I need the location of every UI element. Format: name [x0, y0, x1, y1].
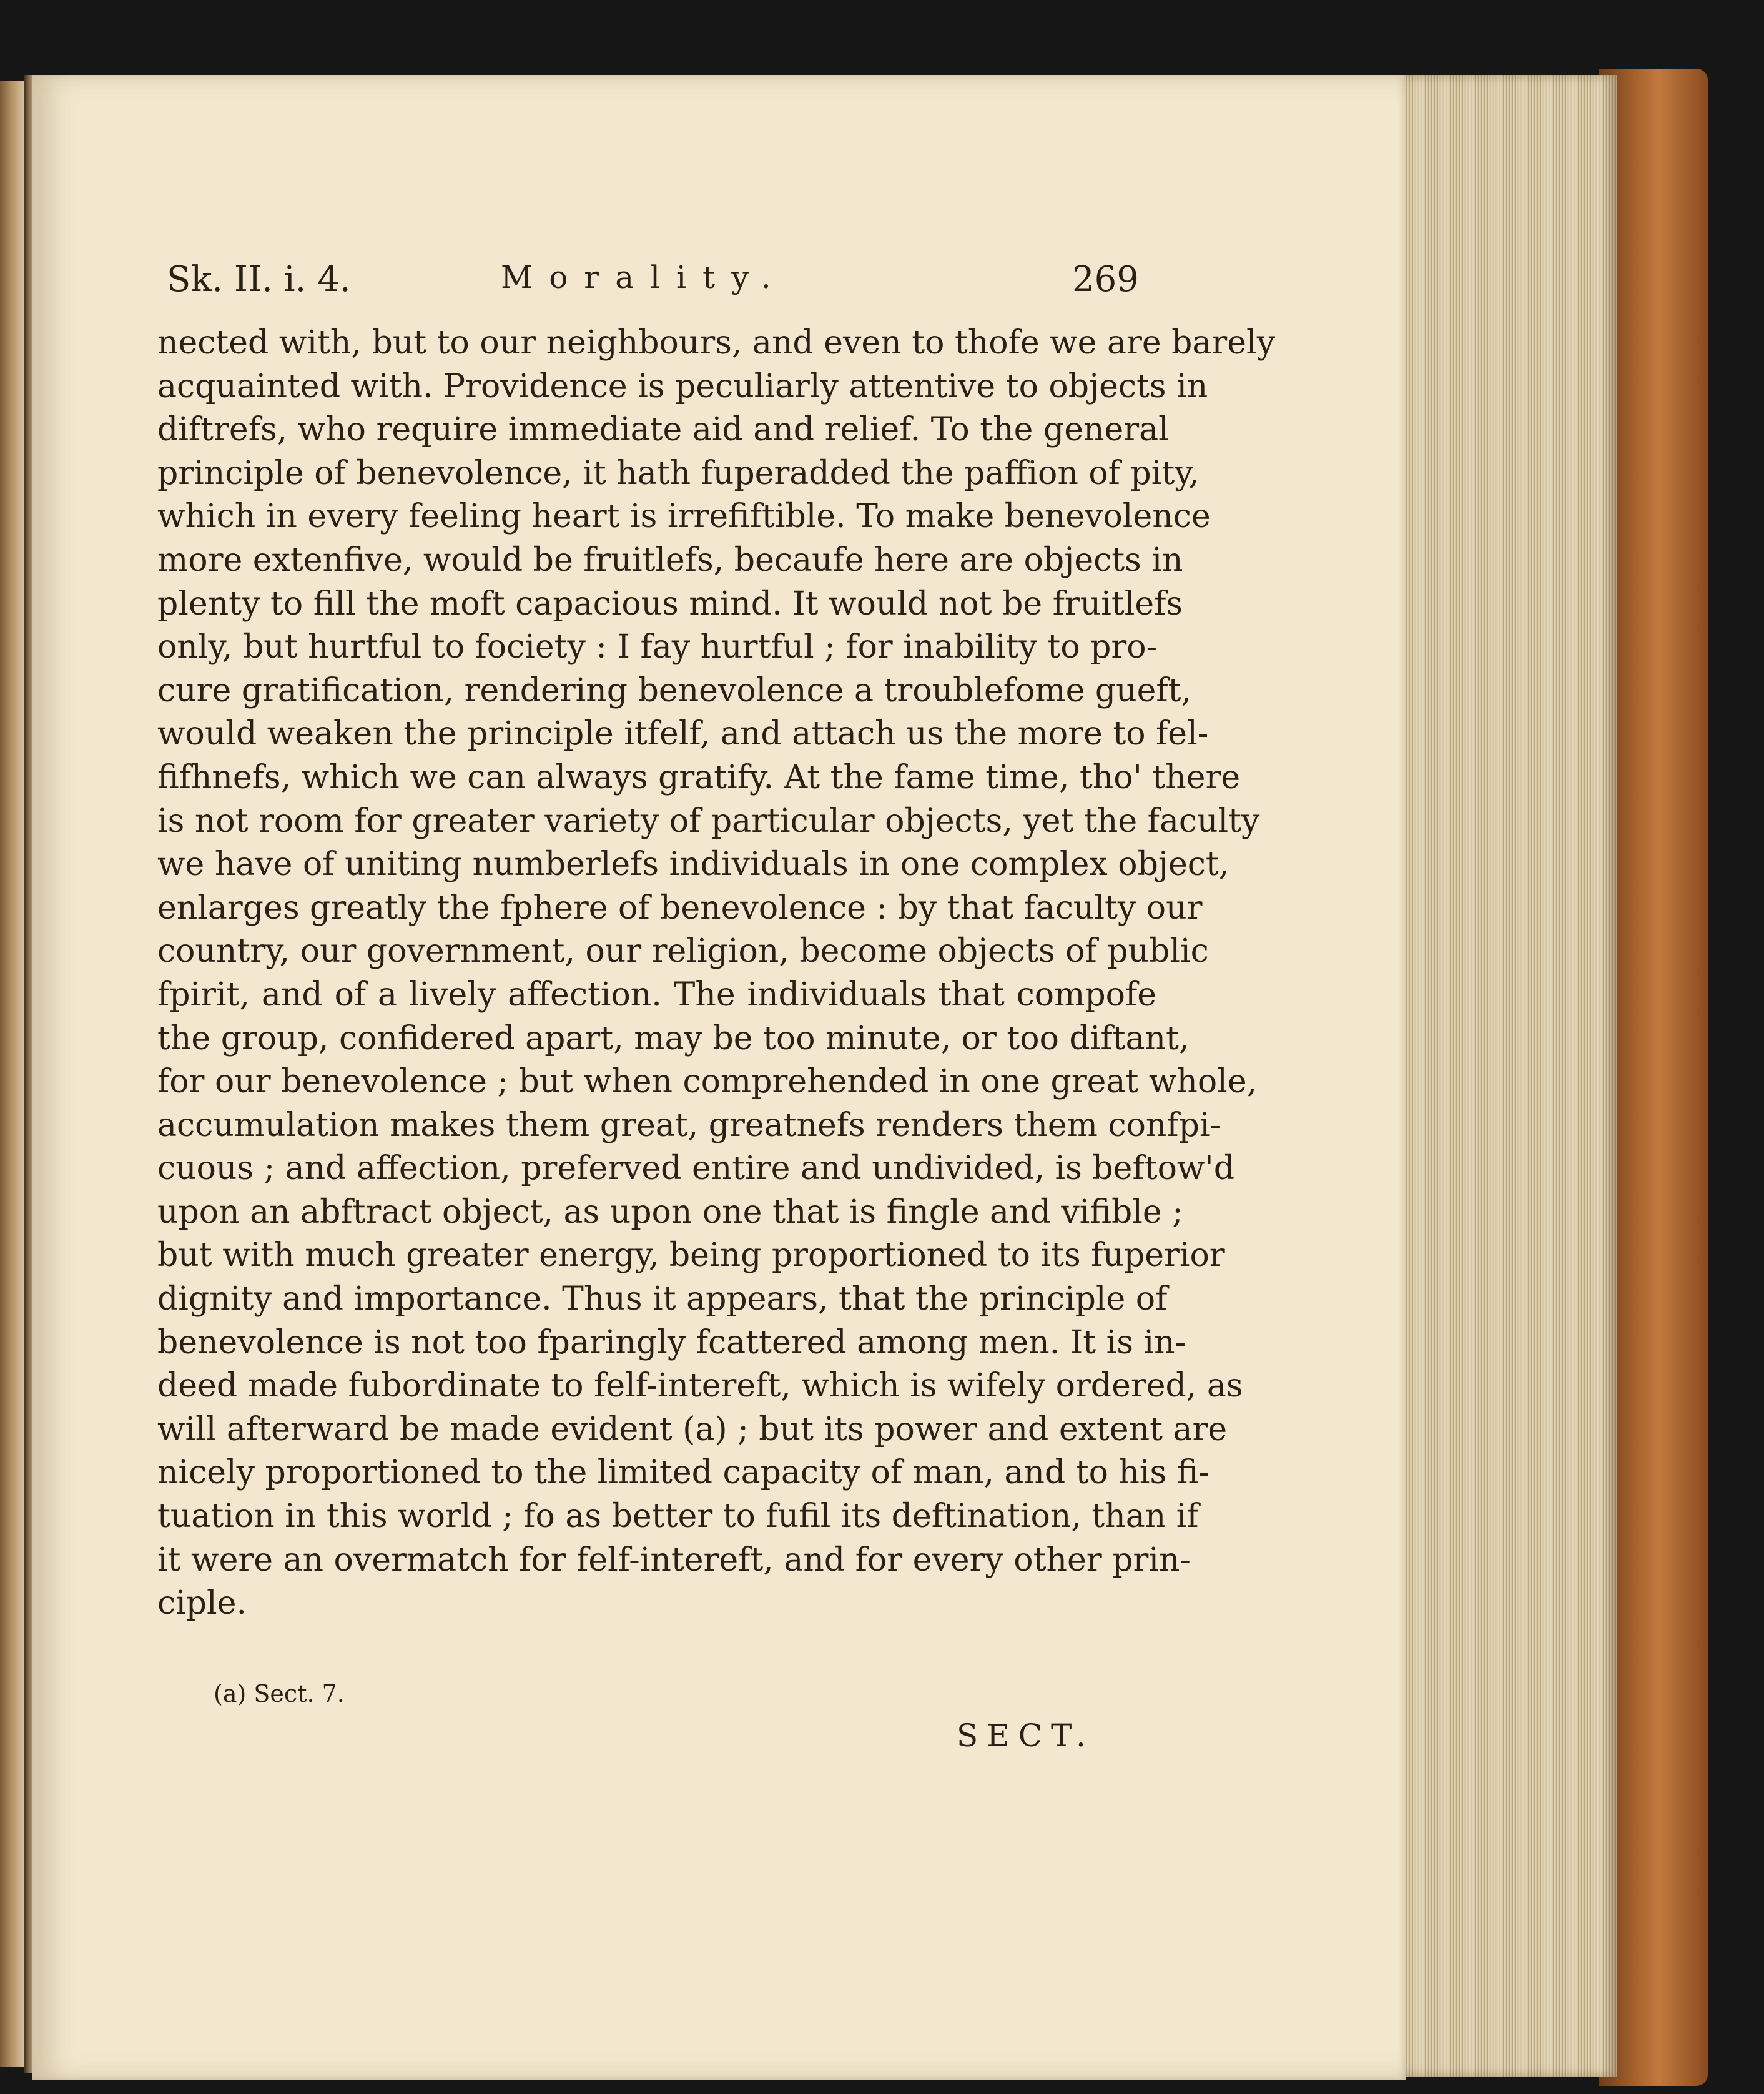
section-reference: Sk. II. i. 4.: [167, 259, 351, 300]
text-line: enlarges greatly the fphere of benevolence : by that faculty our: [157, 889, 1203, 927]
text-line: upon an abftract object, as upon one that is fingle and vifible ;: [157, 1193, 1183, 1231]
text-line: plenty to fill the moft capacious mind. It would not be fruitlefs: [157, 585, 1183, 623]
text-line: would weaken the principle itfelf, and attach us the more to fel-: [157, 715, 1209, 753]
text-line: dignity and importance. Thus it appears, that the principle of: [157, 1280, 1168, 1318]
page-fore-edge: [1402, 75, 1617, 2077]
footnote: (a) Sect. 7.: [214, 1680, 345, 1707]
text-line: fpirit, and of a lively affection. The individuals that compofe: [157, 975, 1156, 1014]
text-line: we have of uniting numberlefs individuals in one complex object,: [157, 846, 1229, 884]
text-line: tuation in this world ; fo as better to fufil its deftination, than if: [157, 1498, 1199, 1536]
page-number: 269: [1072, 259, 1139, 300]
text-line: nected with, but to our neighbours, and even to thofe we are barely: [157, 324, 1276, 362]
text-line: for our benevolence ; but when comprehended in one great whole,: [157, 1063, 1258, 1101]
text-line: more extenfive, would be fruitlefs, becaufe here are objects in: [157, 541, 1183, 579]
text-line: country, our government, our religion, become objects of public: [157, 932, 1209, 970]
body-text: [157, 322, 1276, 1626]
text-line: cuous ; and affection, preferved entire and undivided, is beftow'd: [157, 1150, 1234, 1188]
text-line: will afterward be made evident (a) ; but its power and extent are: [157, 1410, 1228, 1448]
text-line: but with much greater energy, being proportioned to its fuperior: [157, 1237, 1225, 1275]
text-line: principle of benevolence, it hath fuperadded the paffion of pity,: [157, 454, 1200, 492]
text-line: acquainted with. Providence is peculiarly attentive to objects in: [157, 367, 1208, 405]
text-line: fifhnefs, which we can always gratify. At the fame time, tho' there: [157, 758, 1241, 796]
text-line: nicely proportioned to the limited capacity of man, and to his fi-: [157, 1454, 1210, 1492]
text-line: diftrefs, who require immediate aid and relief. To the general: [157, 411, 1169, 449]
text-line: accumulation makes them great, greatnefs renders them confpi-: [157, 1106, 1221, 1144]
text-line: only, but hurtful to fociety : I fay hurtful ; for inability to pro-: [157, 628, 1158, 666]
running-title: Morality.: [501, 259, 787, 295]
text-line: cure gratification, rendering benevolence a troublefome gueft,: [157, 671, 1192, 709]
text-line: benevolence is not too fparingly fcattered among men. It is in-: [157, 1323, 1186, 1361]
text-line: ciple.: [157, 1584, 247, 1622]
text-line: it were an overmatch for felf-intereft, and for every other prin-: [157, 1541, 1191, 1579]
text-line: the group, confidered apart, may be too minute, or too diftant,: [157, 1019, 1190, 1057]
book-page: [32, 75, 1406, 2080]
text-line: which in every feeling heart is irrefiftible. To make benevolence: [157, 498, 1211, 536]
running-head: [32, 259, 1406, 309]
catchword: SECT.: [957, 1717, 1095, 1754]
text-line: deed made fubordinate to felf-intereft, which is wifely ordered, as: [157, 1367, 1243, 1405]
text-line: is not room for greater variety of particular objects, yet the faculty: [157, 802, 1260, 840]
